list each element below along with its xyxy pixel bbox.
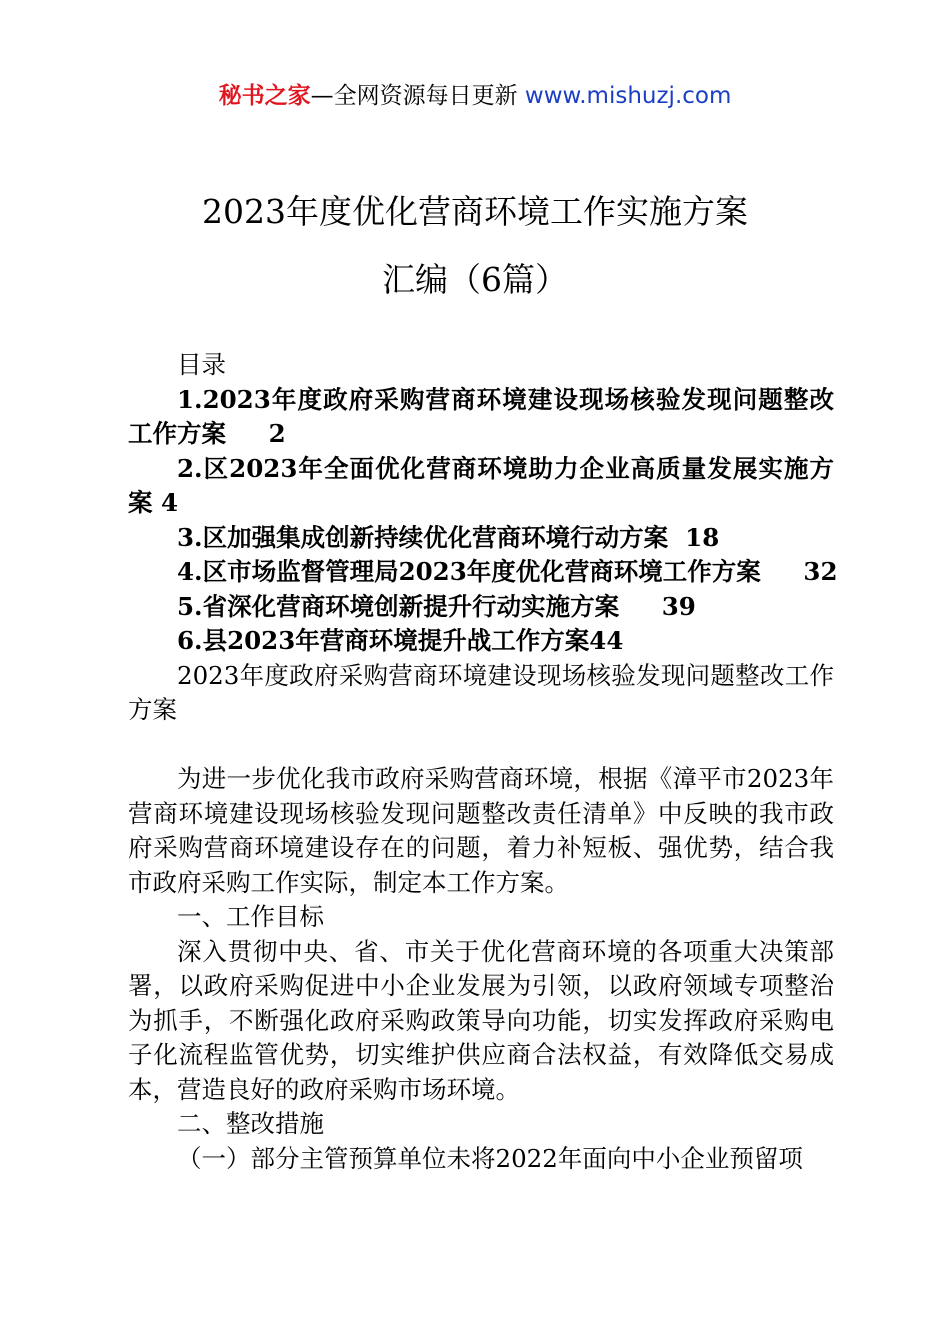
document-title: 2023年度优化营商环境工作实施方案 [202,192,748,231]
body-doc-title: 2023年度政府采购营商环境建设现场核验发现问题整改工作方案 [128,660,834,724]
blank-line [128,728,834,763]
toc-item-page: 4 [161,488,179,517]
toc-item[interactable] [128,452,834,521]
toc-item-title: 3.区加强集成创新持续优化营商环境行动方案 [177,522,669,552]
intro-paragraph: 为进一步优化我市政府采购营商环境，根据《漳平市2023年营商环境建设现场核验发现问题整改责任清单》中反映的我市政府采购营商环境建设存在的问题，着力补短板、强优势，结合我市政府采购工作实际，制定本工作方案。 [128,764,834,897]
brand-name: 秘书之家 [218,83,311,109]
toc-item-title: 1.2023年度政府采购营商环境建设现场核验发现问题整改工作方案 [128,384,834,448]
toc-item-page: 18 [685,522,720,552]
document-subtitle: 汇编（6篇） [382,260,568,299]
section-paragraph: 深入贯彻中央、省、市关于优化营商环境的各项重大决策部署，以政府采购促进中小企业发展为引领，以政府领域专项整治为抓手，不断强化政府采购政策导向功能，切实发挥政府采购电子化流程监管优势，切实维护供应商合法权益，有效降低交易成本，营造良好的政府采购市场环境。 [128,936,834,1104]
toc-item[interactable] [128,521,834,556]
toc-item-page: 39 [661,591,696,621]
toc-item-page: 44 [589,626,624,655]
toc-item[interactable] [128,624,834,659]
toc-item[interactable] [128,383,834,452]
site-header [0,80,950,112]
section-heading: 二、整改措施 [177,1109,324,1138]
toc-heading: 目录 [177,350,226,379]
toc-item-title: 4.区市场监督管理局2023年度优化营商环境工作方案 [177,557,761,586]
subsection-paragraph: （一）部分主管预算单位未将2022年面向中小企业预留项 [177,1143,803,1173]
document-content [128,348,838,1176]
site-url-link[interactable]: www.mishuzj.com [524,83,732,109]
section-heading: 一、工作目标 [177,902,324,931]
toc-item-title: 5.省深化营商环境创新提升行动实施方案 [177,591,620,621]
toc-item-title: 2.区2023年全面优化营商环境助力企业高质量发展实施方案 [128,453,834,517]
toc-item[interactable] [128,555,838,590]
header-tagline: —全网资源每日更新 [310,83,518,109]
toc-item-page: 32 [803,557,838,586]
toc-item[interactable] [128,590,834,625]
toc-item-title: 6.县2023年营商环境提升战工作方案 [177,626,590,655]
toc-item-page: 2 [268,419,286,448]
